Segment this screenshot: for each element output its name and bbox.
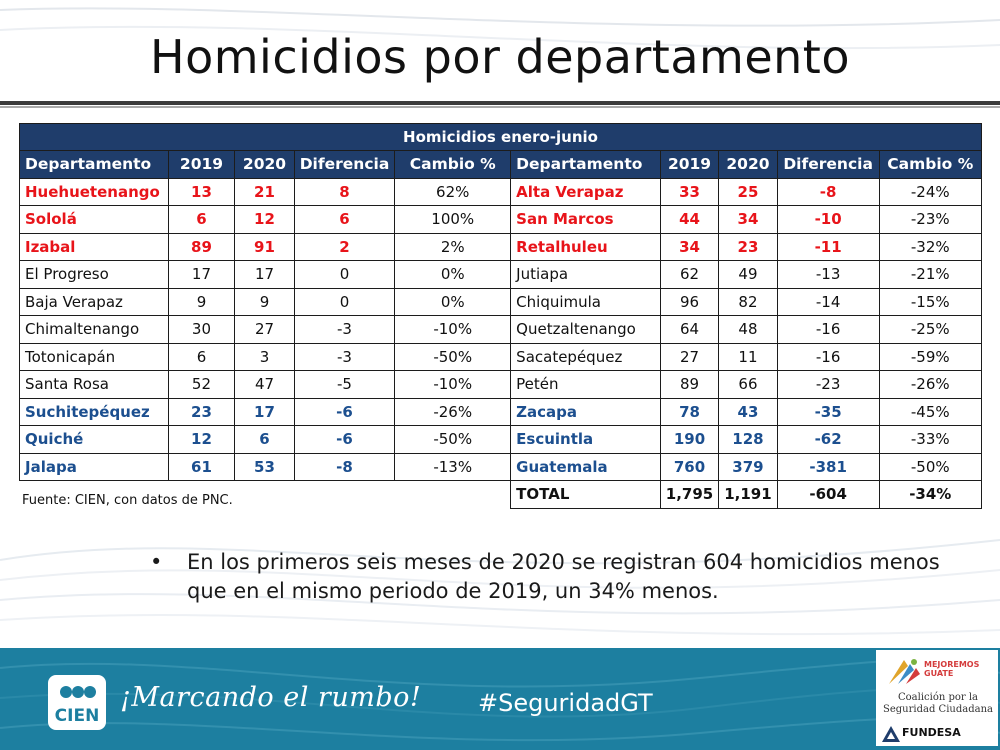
table-header-row — [20, 151, 982, 179]
cell-2020: 49 — [719, 261, 777, 289]
cell-departamento: Baja Verapaz — [20, 288, 169, 316]
col-header-2020: 2020 — [235, 151, 294, 179]
cell-2019: 78 — [660, 398, 718, 426]
cell-diferencia: -3 — [294, 343, 395, 371]
source-note: Fuente: CIEN, con datos de PNC. — [22, 493, 233, 508]
blank-cell — [235, 481, 294, 509]
homicide-table — [19, 123, 982, 509]
cell-departamento: Retalhuleu — [511, 233, 661, 261]
table-row — [20, 261, 982, 289]
cell-2020: 128 — [719, 426, 777, 454]
cell-2020: 82 — [719, 288, 777, 316]
fundesa-icon — [882, 726, 900, 742]
page-title: Homicidios por departamento — [150, 30, 850, 84]
cell-departamento: San Marcos — [511, 206, 661, 234]
total-2020: 1,191 — [719, 481, 777, 509]
total-2019: 1,795 — [660, 481, 718, 509]
cell-2020: 27 — [235, 316, 294, 344]
cell-diferencia: 0 — [294, 288, 395, 316]
cell-cambio: -26% — [879, 371, 981, 399]
cell-diferencia: -8 — [294, 453, 395, 481]
cell-2020: 17 — [235, 261, 294, 289]
table-row — [20, 316, 982, 344]
cell-2020: 43 — [719, 398, 777, 426]
summary-bullet — [150, 548, 960, 606]
cell-diferencia: -8 — [777, 178, 879, 206]
summary-text: En los primeros seis meses de 2020 se registran 604 homicidios menos que en el mismo periodo de 2019, un 34% menos. — [187, 550, 940, 603]
cell-2020: 47 — [235, 371, 294, 399]
title-divider — [0, 101, 1000, 105]
table-row — [20, 398, 982, 426]
cell-2020: 25 — [719, 178, 777, 206]
cell-diferencia: -6 — [294, 426, 395, 454]
cell-diferencia: -35 — [777, 398, 879, 426]
cell-2020: 11 — [719, 343, 777, 371]
cell-2020: 17 — [235, 398, 294, 426]
cell-cambio: -32% — [879, 233, 981, 261]
table-row — [20, 343, 982, 371]
table-row — [20, 426, 982, 454]
cell-cambio: 0% — [395, 261, 511, 289]
cell-cambio: -25% — [879, 316, 981, 344]
cell-departamento: Sololá — [20, 206, 169, 234]
cell-departamento: Huehuetenango — [20, 178, 169, 206]
cell-cambio: -10% — [395, 316, 511, 344]
cell-2020: 379 — [719, 453, 777, 481]
cell-cambio: -15% — [879, 288, 981, 316]
col-header-diferencia: Diferencia — [777, 151, 879, 179]
cell-diferencia: -11 — [777, 233, 879, 261]
cell-2019: 33 — [660, 178, 718, 206]
cell-cambio: -33% — [879, 426, 981, 454]
cell-cambio: -50% — [395, 343, 511, 371]
col-header-departamento: Departamento — [511, 151, 661, 179]
cell-2020: 91 — [235, 233, 294, 261]
cell-departamento: Quetzaltenango — [511, 316, 661, 344]
cell-2019: 44 — [660, 206, 718, 234]
partner-logo — [876, 650, 998, 746]
cell-diferencia: -16 — [777, 343, 879, 371]
cell-diferencia: -381 — [777, 453, 879, 481]
total-cambio: -34% — [879, 481, 981, 509]
cell-2020: 9 — [235, 288, 294, 316]
table-row — [20, 233, 982, 261]
table-row — [20, 206, 982, 234]
cell-2020: 66 — [719, 371, 777, 399]
total-label: TOTAL — [511, 481, 661, 509]
cell-departamento: Totonicapán — [20, 343, 169, 371]
cell-2019: 12 — [168, 426, 235, 454]
cell-2020: 21 — [235, 178, 294, 206]
cell-2019: 96 — [660, 288, 718, 316]
cell-departamento: Izabal — [20, 233, 169, 261]
cell-2020: 48 — [719, 316, 777, 344]
cell-cambio: -50% — [395, 426, 511, 454]
cell-2020: 23 — [719, 233, 777, 261]
col-header-2020: 2020 — [719, 151, 777, 179]
cell-2019: 23 — [168, 398, 235, 426]
cell-cambio: 62% — [395, 178, 511, 206]
cell-diferencia: -16 — [777, 316, 879, 344]
cell-departamento: Jalapa — [20, 453, 169, 481]
cell-cambio: 0% — [395, 288, 511, 316]
cell-cambio: 100% — [395, 206, 511, 234]
table-row — [20, 178, 982, 206]
cell-departamento: Sacatepéquez — [511, 343, 661, 371]
cell-2020: 53 — [235, 453, 294, 481]
cell-departamento: Zacapa — [511, 398, 661, 426]
cell-diferencia: 0 — [294, 261, 395, 289]
bullet-icon: • — [150, 550, 163, 574]
cell-2019: 52 — [168, 371, 235, 399]
cell-diferencia: -10 — [777, 206, 879, 234]
cell-diferencia: -13 — [777, 261, 879, 289]
cell-2019: 62 — [660, 261, 718, 289]
cell-diferencia: -6 — [294, 398, 395, 426]
cell-departamento: Chiquimula — [511, 288, 661, 316]
cell-diferencia: -14 — [777, 288, 879, 316]
cell-cambio: -23% — [879, 206, 981, 234]
cell-cambio: -21% — [879, 261, 981, 289]
blank-cell — [395, 481, 511, 509]
cell-cambio: 2% — [395, 233, 511, 261]
cell-cambio: -59% — [879, 343, 981, 371]
cell-2019: 27 — [660, 343, 718, 371]
col-header-diferencia: Diferencia — [294, 151, 395, 179]
cell-diferencia: 6 — [294, 206, 395, 234]
table-row — [20, 453, 982, 481]
cell-2020: 6 — [235, 426, 294, 454]
cell-2019: 6 — [168, 206, 235, 234]
cell-diferencia: -23 — [777, 371, 879, 399]
cell-diferencia: -5 — [294, 371, 395, 399]
cien-logo-text: CIEN — [54, 706, 100, 726]
cell-2019: 17 — [168, 261, 235, 289]
cell-2019: 6 — [168, 343, 235, 371]
cell-2019: 190 — [660, 426, 718, 454]
cell-diferencia: 2 — [294, 233, 395, 261]
col-header-cambio: Cambio % — [395, 151, 511, 179]
cell-diferencia: 8 — [294, 178, 395, 206]
table-row — [20, 288, 982, 316]
partner-mejoremos-text: MEJOREMOS GUATE — [924, 660, 980, 678]
col-header-departamento: Departamento — [20, 151, 169, 179]
cien-logo — [48, 675, 106, 730]
cell-2019: 13 — [168, 178, 235, 206]
cell-2019: 89 — [660, 371, 718, 399]
cell-cambio: -10% — [395, 371, 511, 399]
cell-2020: 12 — [235, 206, 294, 234]
cell-2019: 34 — [660, 233, 718, 261]
partner-coalicion-text: Coalición por la Seguridad Ciudadana — [883, 692, 993, 715]
cell-cambio: -13% — [395, 453, 511, 481]
footer-hashtag: #SeguridadGT — [478, 689, 653, 717]
blank-cell — [294, 481, 395, 509]
table-caption-row — [20, 124, 982, 151]
col-header-2019: 2019 — [660, 151, 718, 179]
table-row — [20, 371, 982, 399]
cell-diferencia: -62 — [777, 426, 879, 454]
cell-departamento: Escuintla — [511, 426, 661, 454]
cell-2020: 3 — [235, 343, 294, 371]
partner-fundesa-text: FUNDESA — [902, 726, 961, 739]
mejoremos-guate-icon — [884, 656, 924, 686]
cell-2019: 61 — [168, 453, 235, 481]
cell-cambio: -26% — [395, 398, 511, 426]
cell-departamento: Petén — [511, 371, 661, 399]
cell-departamento: Chimaltenango — [20, 316, 169, 344]
total-diferencia: -604 — [777, 481, 879, 509]
cell-departamento: Quiché — [20, 426, 169, 454]
cell-departamento: Guatemala — [511, 453, 661, 481]
title-divider-shadow — [0, 106, 1000, 108]
cell-2019: 64 — [660, 316, 718, 344]
cell-departamento: Suchitepéquez — [20, 398, 169, 426]
col-header-cambio: Cambio % — [879, 151, 981, 179]
cell-cambio: -24% — [879, 178, 981, 206]
col-header-2019: 2019 — [168, 151, 235, 179]
cell-departamento: Santa Rosa — [20, 371, 169, 399]
cell-2019: 9 — [168, 288, 235, 316]
table-caption: Homicidios enero-junio — [20, 124, 982, 151]
cell-departamento: Jutiapa — [511, 261, 661, 289]
cell-cambio: -45% — [879, 398, 981, 426]
cell-departamento: El Progreso — [20, 261, 169, 289]
cell-2019: 30 — [168, 316, 235, 344]
cell-2019: 89 — [168, 233, 235, 261]
footer-slogan: ¡Marcando el rumbo! — [120, 682, 422, 713]
cell-diferencia: -3 — [294, 316, 395, 344]
cell-departamento: Alta Verapaz — [511, 178, 661, 206]
cell-2020: 34 — [719, 206, 777, 234]
cell-cambio: -50% — [879, 453, 981, 481]
cell-2019: 760 — [660, 453, 718, 481]
